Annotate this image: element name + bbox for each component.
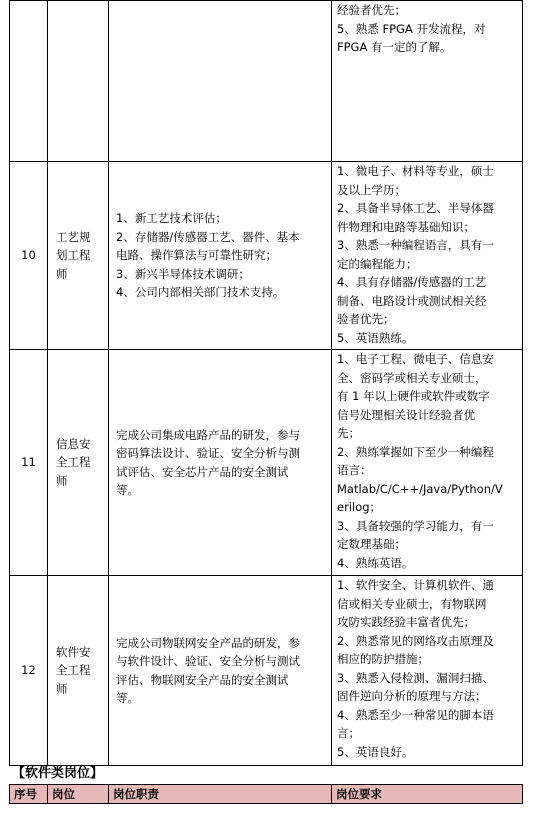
position-line: 师 [56,266,68,281]
requirement-line: 5、英语良好。 [337,744,414,759]
requirement-line: erilog； [337,500,382,514]
requirement-line: 2、熟练掌握如下至少一种编程 [337,444,494,459]
requirement-line: 定的编程能力； [337,256,418,271]
requirements-cell [332,162,523,350]
section-title: 【软件类岗位】 [12,766,104,781]
requirement-line: 言； [337,726,360,740]
requirement-line: 4、具有存储器/传感器的工艺 [337,275,487,289]
position-cell [48,1,109,162]
requirement-line: Matlab/C/C++/Java/Python/V [337,481,503,496]
requirement-line: 先； [337,426,360,440]
requirement-line: 4、熟练英语。 [337,555,414,570]
requirement-line: 件物理和电路等基础知识； [337,219,475,234]
requirement-line: 验者优先； [337,312,395,326]
row-index [10,1,48,162]
requirement-line: 攻防实践经验丰富者优先； [337,615,475,629]
duty-line: 3、新兴半导体技术调研； [116,266,250,281]
header-position: 岗位 [48,785,109,804]
duty-cell [109,350,332,576]
job-table [9,0,523,766]
duty-line: 评估、物联网安全产品的安全测试 [116,672,289,687]
duty-line: 等。 [116,691,139,705]
requirement-line: 制备、电路设计或测试相关经 [337,293,487,308]
position-line: 软件安 [56,644,91,659]
position-line: 师 [56,473,68,488]
requirement-line: 固件逆向分析的原理与方法； [337,689,487,703]
header-requirements: 岗位要求 [332,785,523,804]
duty-line: 完成公司集成电路产品的研发，参与 [116,427,300,442]
position-line: 全工程 [56,663,91,678]
position-cell [48,162,109,350]
position-cell [48,350,109,576]
row-index: 10 [10,162,48,350]
requirement-line: 相应的防护措施； [337,652,429,666]
position-line: 师 [56,681,68,696]
position-line: 工艺规 [56,229,91,244]
duty-cell [109,162,332,350]
position-line: 划工程 [56,248,91,263]
requirements-cell [332,350,523,576]
requirement-line: 全、密码学或相关专业硕士， [337,370,487,385]
requirement-line: 信或相关专业硕士，有物联网 [337,596,487,611]
table-row [10,350,523,576]
requirement-line: 有 1 年以上硬件或软件或数字 [337,389,490,403]
duty-line: 4、公司内部相关部门技术支持。 [116,285,285,300]
requirement-line: 4、熟悉至少一种常见的脚本语 [337,707,494,722]
requirement-line: 1、软件安全、计算机软件、通 [337,578,494,592]
requirement-line: 3、具备较强的学习能力，有一 [337,518,494,533]
duty-line: 试评估、安全芯片产品的安全测试 [116,464,289,479]
table-row [10,1,523,162]
row-index: 11 [10,350,48,576]
duty-cell [109,576,332,766]
duty-line: 2、存储器/传感器工艺、器件、基本 [116,229,300,244]
header-duty: 岗位职责 [109,785,332,804]
position-line: 信息安 [56,436,91,451]
requirement-line: 1、电子工程、微电子、信息安 [337,352,494,366]
requirement-line: 3、熟悉一种编程语言，具有一 [337,238,494,252]
duty-line: 完成公司物联网安全产品的研发，参 [116,635,300,650]
requirement-line: 经验者优先； [337,3,406,17]
requirement-line: FPGA 有一定的了解。 [337,40,452,54]
duty-line: 等。 [116,483,139,497]
requirement-line: 语言： [337,463,372,477]
duty-line: 电路、操作算法与可靠性研究； [116,248,277,263]
requirement-line: 5、英语熟练。 [337,330,414,345]
duty-line: 与软件设计、验证、安全分析与测试 [116,654,300,668]
table-row [10,576,523,766]
duty-cell [109,1,332,162]
duty-line: 1、新工艺技术评估； [116,211,227,226]
requirements-cell [332,1,523,162]
requirement-line: 1、微电子、材料等专业，硕士 [337,164,494,178]
requirement-line: 信号处理相关设计经验者优 [337,407,475,422]
table-header [9,784,523,804]
position-line: 全工程 [56,455,91,470]
row-index: 12 [10,576,48,766]
duty-line: 密码算法设计、验证、安全分析与测 [116,446,300,460]
table-row [10,162,523,350]
requirement-line: 2、具备半导体工艺、半导体器 [337,201,494,215]
requirement-line: 2、熟悉常见的网络攻击原理及 [337,633,494,648]
position-cell [48,576,109,766]
requirement-line: 5、熟悉 FPGA 开发流程，对 [337,21,486,36]
requirement-line: 定数理基础； [337,537,406,551]
requirement-line: 3、熟悉入侵检测、漏洞扫描、 [337,670,494,685]
requirements-cell [332,576,523,766]
header-index: 序号 [10,785,48,804]
requirement-line: 及以上学历； [337,182,406,197]
